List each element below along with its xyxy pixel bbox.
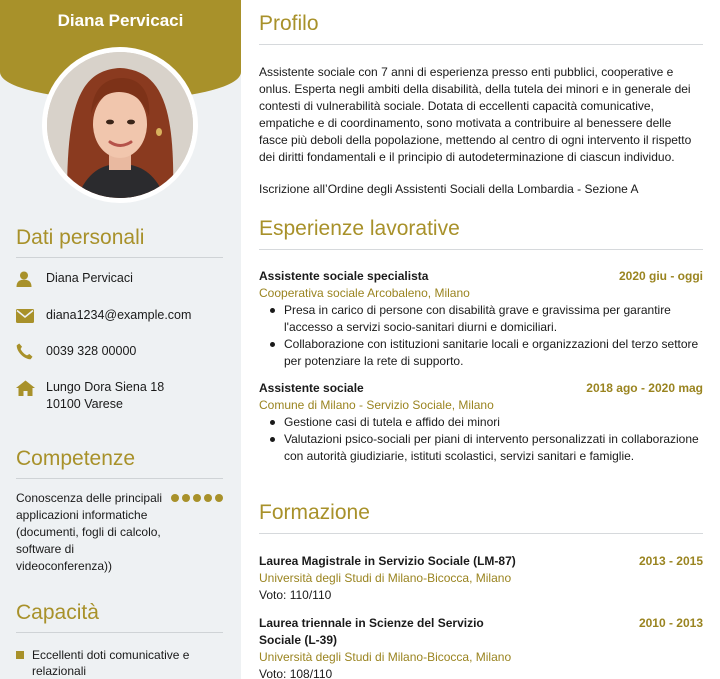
contact-phone-row (16, 343, 226, 360)
contact-address-row (16, 379, 226, 413)
skill-rating (171, 494, 223, 502)
contact-name: Diana Pervicaci (46, 271, 133, 285)
sidebar (0, 0, 241, 679)
rating-dot (171, 494, 179, 502)
job-employer: Comune di Milano - Servizio Sociale, Milano (259, 398, 494, 412)
contact-address (46, 379, 164, 413)
contact-email-row (16, 307, 226, 324)
candidate-name: Diana Pervicaci (57, 11, 184, 30)
job-bullet: Valutazioni psico-sociali per piani di intervento personalizzati in collaborazione con autorità giudiziarie, istituti scolastici, servizi sanitari e famiglie. (259, 431, 703, 465)
rating-dot (193, 494, 201, 502)
degree-grade: Voto: 108/110 (259, 667, 333, 679)
ability-text: Eccellenti doti comunicative e relazionali (32, 648, 190, 678)
person-icon (16, 270, 36, 287)
job-bullet: Collaborazione con istituzioni sanitarie locali e organizzazioni del terzo settore per potenziare la rete di supporto. (259, 336, 703, 370)
job-bullets (259, 414, 703, 465)
degree-grade: Voto: 110/110 (259, 588, 332, 602)
job-bullet: Gestione casi di tutela e affido dei minori (259, 414, 703, 431)
portrait-image (47, 52, 193, 198)
home-icon (16, 379, 36, 396)
address-line-1: Lungo Dora Siena 18 (46, 380, 165, 394)
contact-name-row (16, 270, 226, 287)
square-bullet-icon (16, 651, 24, 659)
degree-name: Laurea triennale in Scienze del Servizio Sociale (L-39) (259, 616, 484, 647)
contact-phone[interactable]: 0039 328 00000 (46, 344, 137, 358)
abilities-title: Capacità (16, 601, 223, 633)
education-entry-1-header (259, 553, 703, 570)
contact-email[interactable]: diana1234@example.com (46, 308, 192, 322)
job-employer: Cooperativa sociale Arcobaleno, Milano (259, 286, 470, 300)
experience-title: Esperienze lavorative (259, 217, 703, 250)
job-role: Assistente sociale (259, 381, 364, 395)
job-bullet: Presa in carico di persone con disabilità grave e gravissima per garantire l'accesso a servizi socio-sanitari diurni e domiciliari. (259, 302, 703, 336)
phone-icon (16, 343, 36, 360)
address-line-2: 10100 Varese (46, 397, 123, 411)
job-dates: 2020 giu - oggi (618, 269, 703, 283)
personal-data-title: Dati personali (16, 226, 223, 258)
skill-item (16, 490, 226, 575)
registration-text: Iscrizione all’Ordine degli Assistenti Sociali della Lombardia - Sezione A (259, 182, 639, 196)
job-role: Assistente sociale specialista (259, 269, 429, 283)
job-dates: 2018 ago - 2020 mag (586, 381, 703, 395)
profile-text: Assistente sociale con 7 anni di esperienza presso enti pubblici, cooperative e onlus. Esperta negli ambiti della disabilità, della tutela dei minori e in generale dei contesti di vulnerabilità sociale. Dotata di eccellenti capacità comunicative, empatiche e di coordinamento, sono motivata a contribuire al benessere delle fasce più deboli della popolazione, mettendo al centro di ogni intervento il rispetto dei diritti fondamentali e il principio di autodeterminazione di ciascun individuo. (259, 65, 692, 164)
skills-title: Competenze (16, 447, 223, 479)
profile-photo (42, 47, 198, 203)
school-name: Università degli Studi di Milano-Bicocca, Milano (259, 650, 512, 664)
education-title: Formazione (259, 501, 703, 534)
education-entry-2-header (259, 615, 703, 649)
envelope-icon (16, 307, 36, 324)
job-bullets (259, 302, 703, 370)
rating-dot (215, 494, 223, 502)
rating-dot (204, 494, 212, 502)
degree-dates: 2010 - 2013 (638, 616, 703, 630)
degree-dates: 2013 - 2015 (638, 554, 703, 568)
ability-item (16, 647, 226, 679)
experience-entry-2-header (259, 380, 703, 397)
rating-dot (182, 494, 190, 502)
profile-title: Profilo (259, 12, 703, 45)
degree-name: Laurea Magistrale in Servizio Sociale (LM-87) (259, 554, 516, 568)
school-name: Università degli Studi di Milano-Bicocca, Milano (259, 571, 512, 585)
skill-text: Conoscenza delle principali applicazioni informatiche (documenti, fogli di calcolo, software di videoconferenza)) (16, 491, 163, 573)
experience-entry-1-header (259, 268, 703, 285)
